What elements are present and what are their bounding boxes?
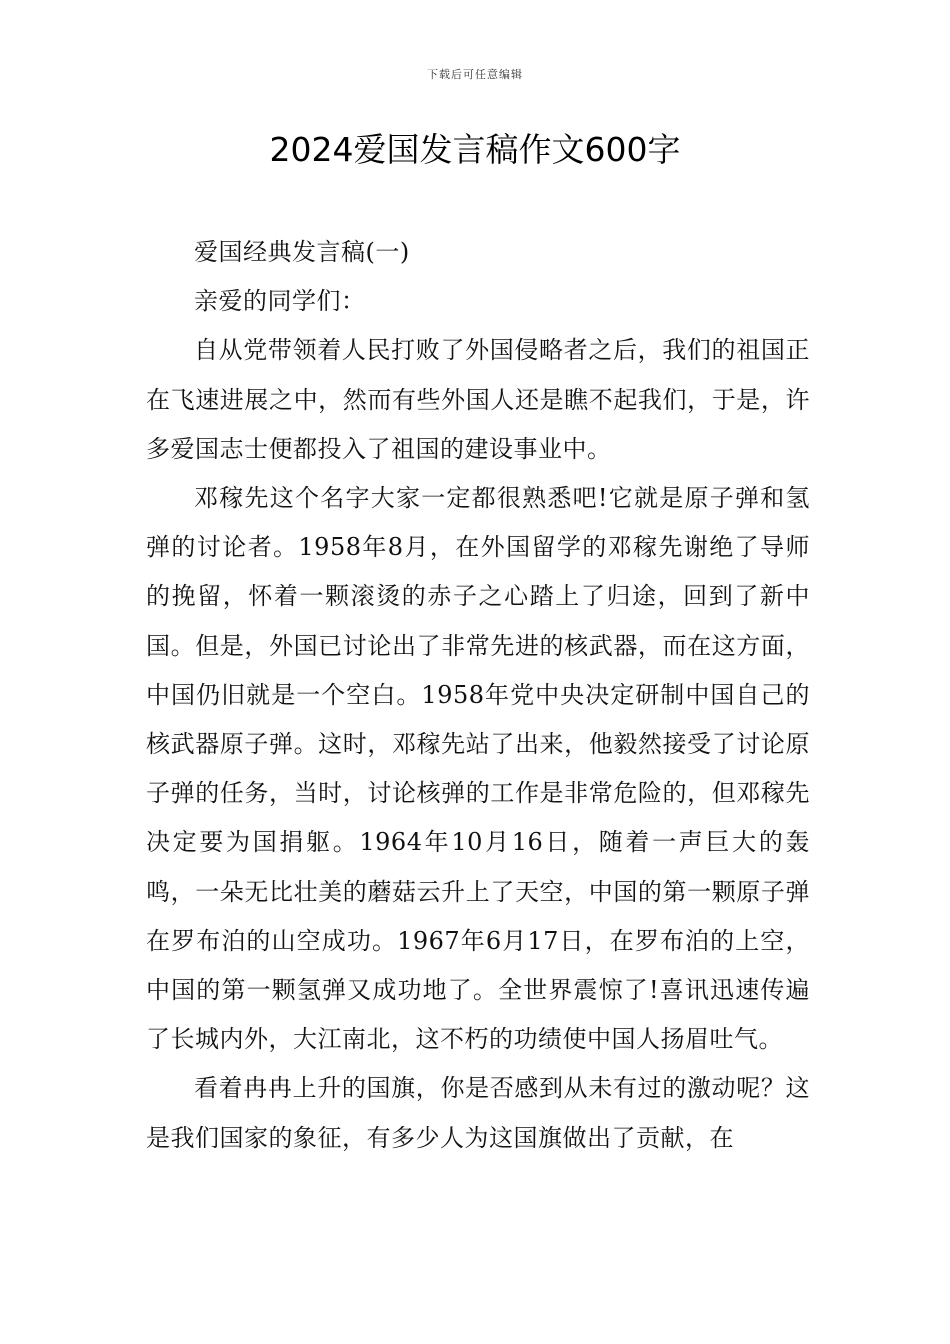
body-paragraph: 看着冉冉上升的国旗，你是否感到从未有过的激动呢？这是我们国家的象征，有多少人为这国旗做出了贡献，在 [146, 1074, 810, 1152]
section-heading: 爱国经典发言稿(一) [194, 238, 410, 266]
salutation: 亲爱的同学们： [194, 287, 366, 316]
header-note: 下载后可任意编辑 [427, 68, 523, 81]
body-paragraph: 邓稼先这个名字大家一定都很熟悉吧!它就是原子弹和氢弹的讨论者。1958年8月，在外国留学的邓稼先谢绝了导师的挽留，怀着一颗滚烫的赤子之心踏上了归途，回到了新中国。但是，外国已讨论出了非常先进的核武器，而在这方面，中国仍旧就是一个空白。1958年党中央决定研制中国自己的核武器原子弹。这时，邓稼先站了出来，他毅然接受了讨论原子弹的任务，当时，讨论核弹的工作是非常危险的，但邓稼先决定要为国捐躯。1964年10月16日，随着一声巨大的轰鸣，一朵无比壮美的蘑菇云升上了天空，中国的第一颗原子弹在罗布泊的山空成功。1967年6月17日，在罗布泊的上空，中国的第一颗氢弹又成功地了。全世界震惊了!喜讯迅速传遍了长城内外，大江南北，这不朽的功绩使中国人扬眉吐气。 [146, 484, 810, 1054]
document-body [146, 228, 810, 1163]
document-title: 2024爱国发言稿作文600字 [269, 130, 681, 169]
body-paragraph: 自从党带领着人民打败了外国侵略者之后，我们的祖国正在飞速进展之中，然而有些外国人还是瞧不起我们，于是，许多爱国志士便都投入了祖国的建设事业中。 [146, 336, 810, 463]
